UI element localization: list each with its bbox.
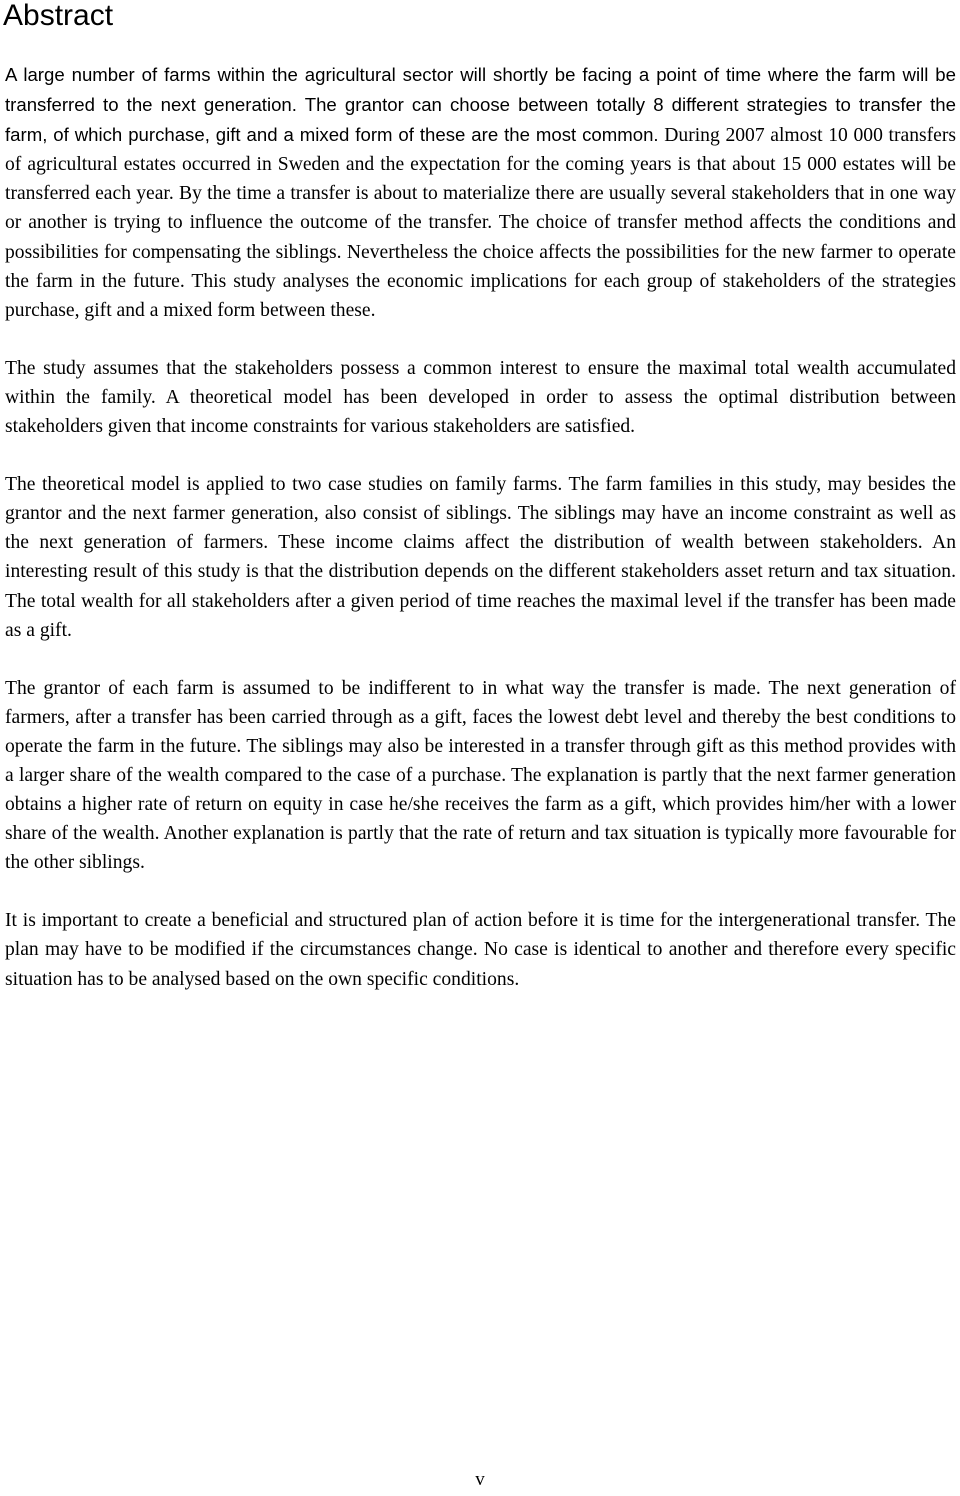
paragraph-1-part-2: During 2007 almost 10 000 transfers of agricultural estates occurred in Sweden and the expectation for the coming years is that about 15 000 estates will be transferred each year. By the time a transfer is about to materialize there are usually several stakeholders that in one way or another is trying to influence the outcome of the transfer. The choice of transfer method affects the conditions and possibilities for compensating the siblings. Nevertheless the choice affects the possibilities for the new farmer to operate the farm in the future. This study analyses the economic implications for each group of stakeholders of the strategies purchase, gift and a mixed form between these. bbox=[5, 125, 956, 321]
paragraph-2 bbox=[5, 354, 956, 441]
paragraph-4 bbox=[5, 674, 956, 878]
abstract-body bbox=[5, 60, 956, 1023]
page-number: v bbox=[475, 1469, 485, 1490]
paragraph-5 bbox=[5, 906, 956, 993]
page-title: Abstract bbox=[3, 0, 114, 32]
paragraph-4-text: The grantor of each farm is assumed to be indifferent to in what way the transfer is made. The next generation of farmers, after a transfer has been carried through as a gift, faces the lowest debt level and thereby the best conditions to operate the farm in the future. The siblings may also be interested in a transfer through gift as this method provides with a larger share of the wealth compared to the case of a purchase. The explanation is partly that the next farmer generation obtains a higher rate of return on equity in case he/she receives the farm as a gift, which provides him/her with a lower share of the wealth. Another explanation is partly that the rate of return and tax situation is typically more favourable for the other siblings. bbox=[5, 677, 956, 874]
paragraph-3-text: The theoretical model is applied to two case studies on family farms. The farm families in this study, may besides the grantor and the next farmer generation, also consist of siblings. The siblings may have an income constraint as well as the next generation of farmers. These income claims affect the distribution of wealth between stakeholders. An interesting result of this study is that the distribution depends on the different stakeholders asset return and tax situation. The total wealth for all stakeholders after a given period of time reaches the maximal level if the transfer has been made as a gift. bbox=[5, 474, 956, 641]
paragraph-2-text: The study assumes that the stakeholders possess a common interest to ensure the maximal total wealth accumulated within the family. A theoretical model has been developed in order to assess the optimal distribution between stakeholders given that income constraints for various stakeholders are satisfied. bbox=[5, 357, 956, 438]
paragraph-5-text: It is important to create a beneficial and structured plan of action before it is time for the intergenerational transfer. The plan may have to be modified if the circumstances change. No case is identical to another and therefore every specific situation has to be analysed based on the own specific conditions. bbox=[5, 910, 956, 990]
paragraph-1 bbox=[5, 60, 956, 325]
paragraph-3 bbox=[5, 470, 956, 645]
paragraph-1-part-1: A large number of farms within the agricultural sector will shortly be facing a point of time where the farm will be transferred to the next generation. The grantor can choose between totally 8 different strategies to transfer the farm, of which purchase, gift and a mixed form of these are the most common. bbox=[5, 64, 956, 146]
